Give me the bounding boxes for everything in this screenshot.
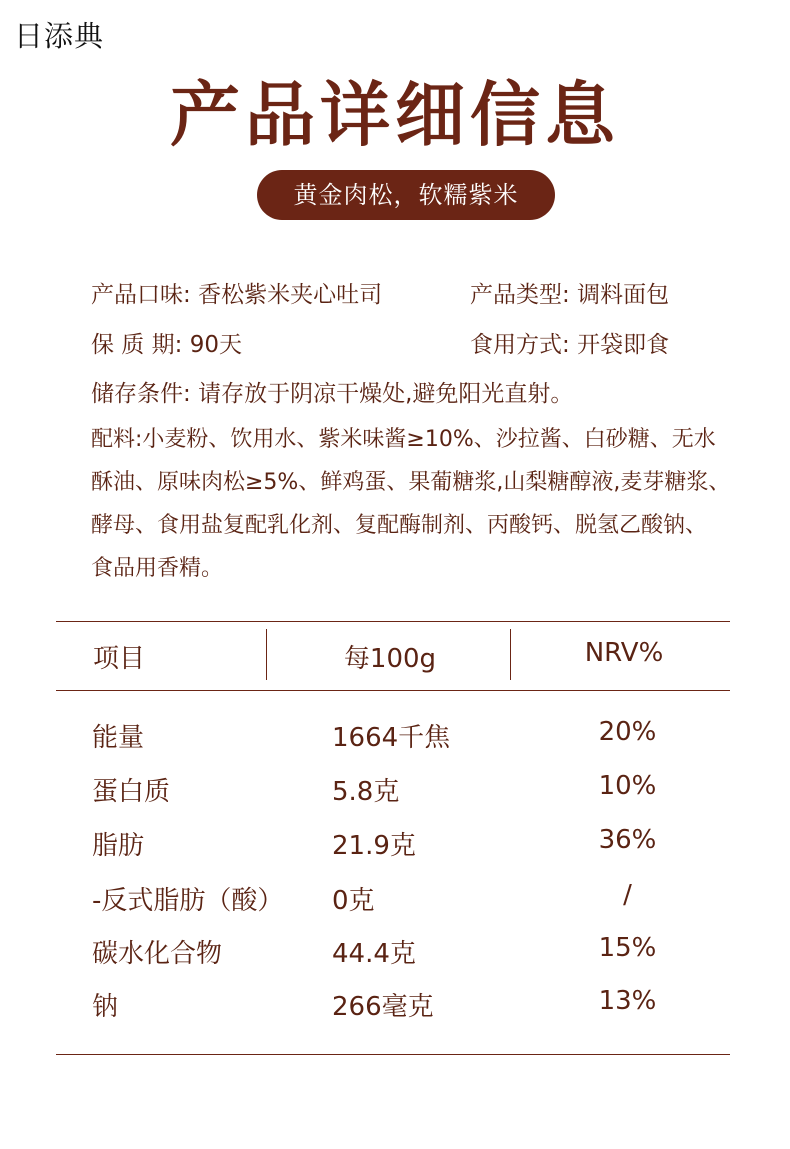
nutrient-amount: 21.9克 <box>332 831 416 861</box>
nutrient-nrv: 36% <box>598 825 657 855</box>
storage-value: 请存放于阴凉干燥处,避免阳光直射。 <box>198 381 574 407</box>
nutrient-amount: 266毫克 <box>332 992 434 1022</box>
nutrient-amount: 5.8克 <box>332 777 400 807</box>
table-column-divider <box>510 629 511 680</box>
usage-value: 开袋即食 <box>577 332 670 358</box>
usage-label: 食用方式: <box>470 332 570 358</box>
nutrient-name: 钠 <box>92 992 119 1022</box>
table-header-nrv: NRV% <box>584 638 664 668</box>
nutrient-nrv: 20% <box>598 717 657 747</box>
nutrient-name: 蛋白质 <box>92 777 171 807</box>
nutrient-name: 能量 <box>92 723 145 753</box>
flavor-label: 产品口味: <box>91 282 191 308</box>
table-header-per100g: 每100g <box>343 644 437 674</box>
shelf-life-label: 保 质 期: <box>91 332 183 358</box>
nutrient-nrv: 15% <box>598 933 657 963</box>
shelf-life-value: 90天 <box>189 332 242 358</box>
nutrient-amount: 44.4克 <box>332 939 416 969</box>
subtitle-badge: 黄金肉松，软糯紫米 <box>257 170 555 220</box>
nutrient-nrv: 10% <box>598 771 657 801</box>
table-header-rule <box>56 690 730 691</box>
ingredients-line: 食品用香精。 <box>91 556 224 581</box>
storage-label: 储存条件: <box>91 381 191 407</box>
ingredients-line: 酵母、食用盐复配乳化剂、复配酶制剂、丙酸钙、脱氢乙酸钠、 <box>91 513 708 538</box>
page-title: 产品详细信息 <box>170 74 620 156</box>
nutrient-nrv: 13% <box>598 986 657 1016</box>
nutrient-amount: 1664千焦 <box>332 723 451 753</box>
table-bottom-rule <box>56 1054 730 1055</box>
nutrient-amount: 0克 <box>332 886 375 916</box>
type-value: 调料面包 <box>577 282 670 308</box>
nutrient-nrv: / <box>623 880 632 910</box>
table-header-item: 项目 <box>93 644 146 674</box>
table-top-rule <box>56 621 730 622</box>
nutrient-name: 脂肪 <box>92 831 145 861</box>
nutrient-name: -反式脂肪（酸） <box>92 886 284 916</box>
ingredients-block <box>91 418 751 590</box>
brand-name: 日添典 <box>14 19 105 53</box>
flavor-value: 香松紫米夹心吐司 <box>198 282 383 308</box>
table-column-divider <box>266 629 267 680</box>
ingredients-line: 配料:小麦粉、饮用水、紫米味酱≥10%、沙拉酱、白砂糖、无水 <box>91 427 716 452</box>
ingredients-line: 酥油、原味肉松≥5%、鲜鸡蛋、果葡糖浆,山梨糖醇液,麦芽糖浆、 <box>91 470 731 495</box>
type-label: 产品类型: <box>470 282 570 308</box>
nutrient-name: 碳水化合物 <box>92 939 223 969</box>
